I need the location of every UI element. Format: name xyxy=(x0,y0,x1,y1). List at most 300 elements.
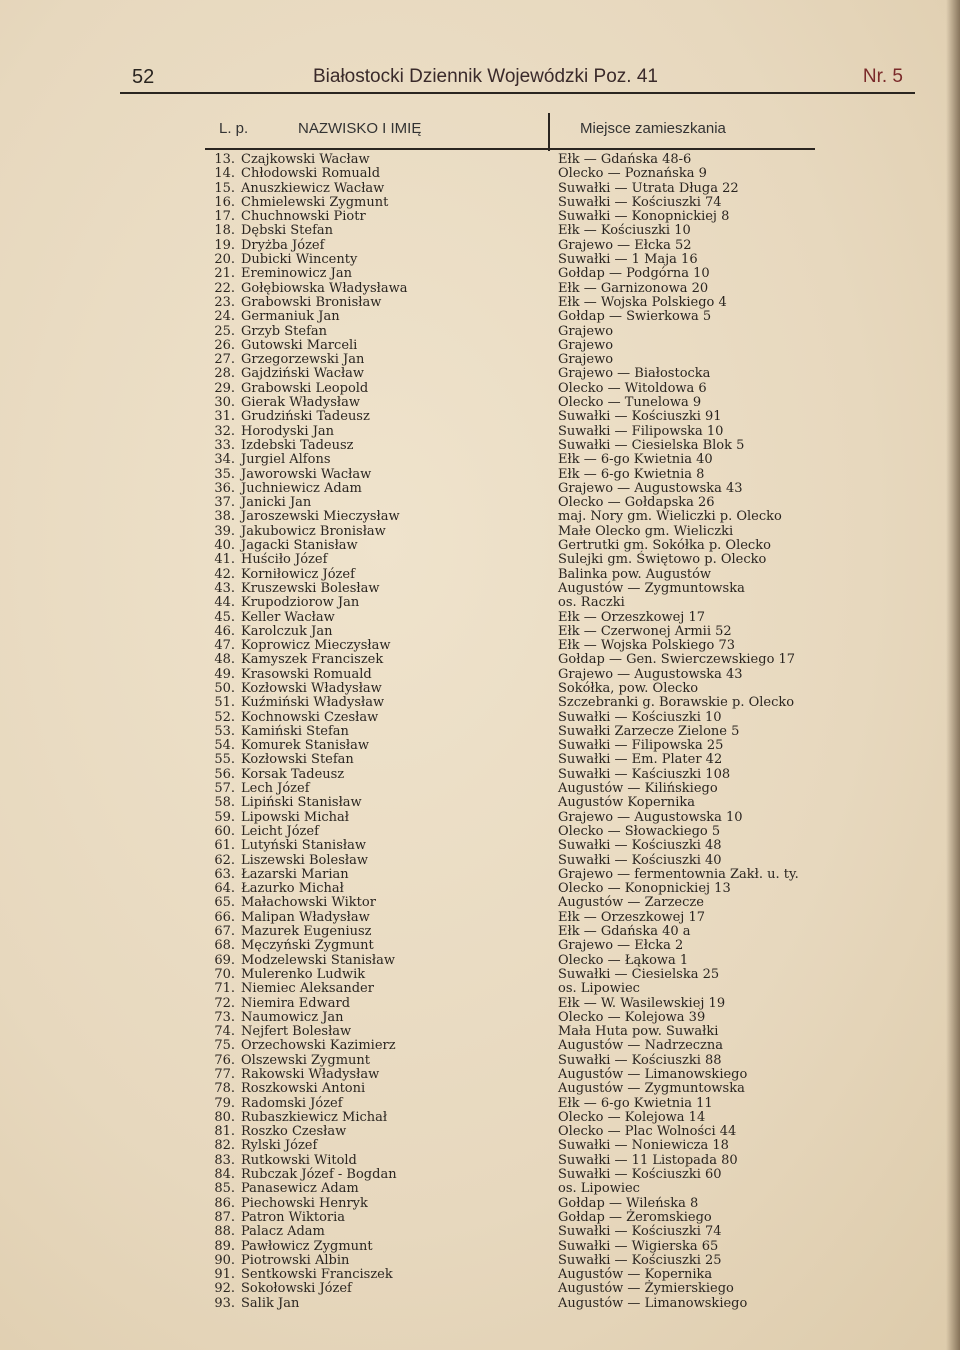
place-row: Ełk — Wojska Polskiego 73 xyxy=(558,638,736,654)
person-name: Rubaszkiewicz Michał xyxy=(241,1109,388,1125)
name-row xyxy=(198,868,498,882)
name-row xyxy=(198,939,498,953)
place-row: Gołdap — Żeromskiego xyxy=(558,1209,712,1225)
person-name: Krasowski Romuald xyxy=(241,666,372,682)
name-row xyxy=(198,1211,498,1225)
person-name: Kochnowski Czesław xyxy=(241,709,379,725)
row-number: 56. xyxy=(214,766,235,782)
name-row xyxy=(198,282,498,296)
place-row: Ełk — Kościuszki 10 xyxy=(558,223,691,239)
place-row: Grajewo — Augustowska 10 xyxy=(558,809,743,825)
name-row xyxy=(198,668,498,682)
place-row: Grajewo — Białostocka xyxy=(558,366,711,382)
row-number: 66. xyxy=(214,909,235,925)
row-number: 65. xyxy=(214,895,235,911)
column-header-lp: L. p. xyxy=(219,120,249,137)
place-row: Augustów — Kopernika xyxy=(558,1267,713,1283)
place-row: Olecko — Tunelowa 9 xyxy=(558,395,702,411)
place-row: Olecko — Łąkowa 1 xyxy=(558,952,689,968)
person-name: Jaroszewski Mieczysław xyxy=(241,509,400,525)
place-row: Ełk — Wojska Polskiego 4 xyxy=(558,294,727,310)
name-row xyxy=(198,711,498,725)
row-number: 90. xyxy=(214,1252,235,1268)
place-row: Suwałki — Kościuszki 88 xyxy=(558,1052,722,1068)
place-row: Olecko — Witoldowa 6 xyxy=(558,380,707,396)
person-name: Rakowski Władysław xyxy=(241,1067,380,1082)
person-name: Sokołowski Józef xyxy=(241,1281,352,1297)
place-row: Augustów — Żymierskiego xyxy=(558,1281,734,1297)
person-name: Gierak Władysław xyxy=(241,395,360,411)
name-row xyxy=(198,167,498,181)
place-row: Suwałki — Kościuszki 48 xyxy=(558,838,722,854)
row-number: 83. xyxy=(214,1152,235,1168)
person-name: Rylski Józef xyxy=(241,1138,318,1154)
place-row: Ełk — Garnizonowa 20 xyxy=(558,280,709,296)
name-row xyxy=(198,339,498,353)
row-number: 58. xyxy=(214,795,235,811)
person-name: Malipan Władysław xyxy=(241,909,370,925)
column-header-place: Miejsce zamieszkania xyxy=(580,120,726,137)
name-row xyxy=(198,267,498,281)
name-row xyxy=(198,696,498,710)
person-name: Modzelewski Stanisław xyxy=(241,952,395,968)
person-name: Chuchnowski Piotr xyxy=(241,209,366,225)
row-number: 30. xyxy=(214,395,235,411)
person-name: Jurgiel Alfons xyxy=(241,452,331,468)
name-row xyxy=(198,239,498,253)
name-row xyxy=(198,582,498,596)
row-number: 36. xyxy=(214,480,235,496)
person-name: Piechowski Henryk xyxy=(241,1195,368,1211)
person-name: Naumowicz Jan xyxy=(241,1009,344,1025)
name-row xyxy=(198,310,498,324)
place-row: os. Lipowiec xyxy=(558,981,640,997)
row-number: 47. xyxy=(214,638,235,654)
place-row: Suwałki — Noniewicza 18 xyxy=(558,1138,729,1154)
person-name: Salik Jan xyxy=(241,1295,300,1311)
name-row xyxy=(198,410,498,424)
name-row xyxy=(198,982,498,996)
person-name: Łazurko Michał xyxy=(241,881,344,897)
row-number: 91. xyxy=(214,1267,235,1283)
name-row xyxy=(198,439,498,453)
row-number: 84. xyxy=(214,1167,235,1183)
name-row xyxy=(198,854,498,868)
name-row xyxy=(198,296,498,310)
name-row xyxy=(198,1082,498,1096)
place-row: Ełk — Gdańska 40 a xyxy=(558,924,691,940)
person-name: Komurek Stanisław xyxy=(241,738,369,754)
person-name: Kamyszek Franciszek xyxy=(241,652,384,668)
row-number: 54. xyxy=(214,738,235,754)
row-number: 37. xyxy=(214,495,235,511)
row-number: 38. xyxy=(214,509,235,525)
person-name: Niemira Edward xyxy=(241,995,351,1011)
place-row: Grajewo xyxy=(558,323,614,339)
row-number: 27. xyxy=(214,352,235,368)
place-row: Augustów — Kilińskiego xyxy=(558,781,718,797)
person-name: Roszko Czesław xyxy=(241,1124,347,1140)
place-row: Suwałki — Kościuszki 25 xyxy=(558,1252,722,1268)
person-name: Dubicki Wincenty xyxy=(241,252,358,268)
place-row: Suwałki — Utrata Długa 22 xyxy=(558,180,739,196)
place-row: Gertrutki gm. Sokółka p. Olecko xyxy=(558,538,771,554)
person-name: Grudziński Tadeusz xyxy=(241,409,370,425)
name-row xyxy=(198,596,498,610)
person-name: Germaniuk Jan xyxy=(241,309,340,325)
person-name: Huściło Józef xyxy=(241,552,328,568)
name-row xyxy=(198,1111,498,1125)
row-number: 19. xyxy=(214,237,235,253)
person-name: Grabowski Leopold xyxy=(241,380,369,396)
row-number: 21. xyxy=(214,266,235,282)
place-row: Mała Huta pow. Suwałki xyxy=(558,1024,719,1040)
name-row xyxy=(198,739,498,753)
person-name: Gołębiowska Władysława xyxy=(241,280,408,296)
page-edge-shadow xyxy=(946,0,960,1350)
name-row xyxy=(198,682,498,696)
name-row xyxy=(198,911,498,925)
name-row xyxy=(198,825,498,839)
place-row: Małe Olecko gm. Wieliczki xyxy=(558,523,734,539)
place-row: Suwałki — Konopnickiej 8 xyxy=(558,209,730,225)
person-name: Krupodziorow Jan xyxy=(241,595,360,611)
place-row: Olecko — Konopnickiej 13 xyxy=(558,881,731,897)
place-row: Sokółka, pow. Olecko xyxy=(558,680,699,696)
place-row: Suwałki — Kościuszki 91 xyxy=(558,409,722,425)
person-name: Rubczak Józef - Bogdan xyxy=(241,1167,397,1183)
page-header xyxy=(120,62,915,94)
place-row: Ełk — W. Wasilewskiej 19 xyxy=(558,995,726,1011)
place-row: Grajewo xyxy=(558,337,614,353)
row-number: 48. xyxy=(214,652,235,668)
name-row xyxy=(198,253,498,267)
person-name: Juchniewicz Adam xyxy=(241,480,362,496)
name-row xyxy=(198,925,498,939)
place-row: maj. Nory gm. Wieliczki p. Olecko xyxy=(558,509,782,525)
row-number: 25. xyxy=(214,323,235,339)
place-row: Augustów — Zygmuntowska xyxy=(558,1081,745,1097)
row-number: 16. xyxy=(214,194,235,210)
row-number: 41. xyxy=(214,552,235,568)
row-number: 43. xyxy=(214,580,235,596)
person-name: Koprowicz Mieczysław xyxy=(241,638,391,654)
name-row xyxy=(198,1240,498,1254)
row-number: 87. xyxy=(214,1209,235,1225)
person-name: Palacz Adam xyxy=(241,1224,325,1240)
place-row: Augustów — Nadrzeczna xyxy=(558,1038,724,1054)
name-row xyxy=(198,1068,498,1082)
places-list xyxy=(558,153,858,1311)
column-header-name: NAZWISKO I IMIĘ xyxy=(298,120,422,137)
person-name: Kuźmiński Władysław xyxy=(241,695,385,711)
row-number: 13. xyxy=(214,152,235,167)
names-list xyxy=(198,153,498,1311)
row-number: 86. xyxy=(214,1195,235,1211)
name-row xyxy=(198,153,498,167)
name-row xyxy=(198,510,498,524)
name-row xyxy=(198,1297,498,1311)
row-number: 14. xyxy=(214,166,235,182)
row-number: 49. xyxy=(214,666,235,682)
name-row xyxy=(198,997,498,1011)
person-name: Karolczuk Jan xyxy=(241,623,333,639)
place-row: Ełk — 6-go Kwietnia 8 xyxy=(558,466,705,482)
row-number: 88. xyxy=(214,1224,235,1240)
person-name: Radomski Józef xyxy=(241,1095,343,1111)
place-row: Suwałki — 11 Listopada 80 xyxy=(558,1152,738,1168)
place-row: Balinka pow. Augustów xyxy=(558,566,712,582)
place-row: Olecko — Gołdapska 26 xyxy=(558,495,715,511)
row-number: 55. xyxy=(214,752,235,768)
row-number: 92. xyxy=(214,1281,235,1297)
row-number: 29. xyxy=(214,380,235,396)
person-name: Grabowski Bronisław xyxy=(241,294,382,310)
row-number: 18. xyxy=(214,223,235,239)
person-name: Dryżba Józef xyxy=(241,237,325,253)
row-number: 85. xyxy=(214,1181,235,1197)
row-number: 31. xyxy=(214,409,235,425)
name-row xyxy=(198,968,498,982)
row-number: 15. xyxy=(214,180,235,196)
person-name: Kruszewski Bolesław xyxy=(241,580,380,596)
place-row: Augustów Kopernika xyxy=(558,795,696,811)
place-row: Ełk — Orzeszkowej 17 xyxy=(558,609,706,625)
issue-number: Nr. 5 xyxy=(862,66,903,87)
person-name: Lutyński Stanisław xyxy=(241,838,366,854)
row-number: 64. xyxy=(214,881,235,897)
place-row: Suwałki — Kościuszki 40 xyxy=(558,852,722,868)
place-row: Olecko — Kolejowa 39 xyxy=(558,1009,706,1025)
person-name: Piotrowski Albin xyxy=(241,1252,350,1268)
person-name: Mulerenko Ludwik xyxy=(241,966,366,982)
person-name: Jagacki Stanisław xyxy=(241,538,358,554)
place-row: os. Raczki xyxy=(558,595,625,611)
row-number: 82. xyxy=(214,1138,235,1154)
row-number: 76. xyxy=(214,1052,235,1068)
row-number: 44. xyxy=(214,595,235,611)
row-number: 33. xyxy=(214,437,235,453)
row-number: 67. xyxy=(214,924,235,940)
name-row xyxy=(198,1125,498,1139)
person-name: Lipowski Michał xyxy=(241,809,349,825)
name-row xyxy=(198,468,498,482)
row-number: 45. xyxy=(214,609,235,625)
person-name: Małachowski Wiktor xyxy=(241,895,376,911)
person-name: Liszewski Bolesław xyxy=(241,852,368,868)
place-row: Grajewo — Augustowska 43 xyxy=(558,480,743,496)
place-row: Suwałki Zarzecze Zielone 5 xyxy=(558,723,740,739)
name-row xyxy=(198,1225,498,1239)
name-row xyxy=(198,811,498,825)
person-name: Kamiński Stefan xyxy=(241,723,349,739)
person-name: Roszkowski Antoni xyxy=(241,1081,366,1097)
row-number: 23. xyxy=(214,294,235,310)
name-row xyxy=(198,611,498,625)
name-row xyxy=(198,1139,498,1153)
place-row: Suwałki — Wigierska 65 xyxy=(558,1238,719,1254)
row-number: 26. xyxy=(214,337,235,353)
header-rule xyxy=(205,148,815,150)
person-name: Leicht Józef xyxy=(241,823,319,839)
person-name: Kozłowski Stefan xyxy=(241,752,354,768)
name-row xyxy=(198,1168,498,1182)
place-row: Olecko — Plac Wolności 44 xyxy=(558,1124,737,1140)
place-row: Suwałki — 1 Maja 16 xyxy=(558,252,698,268)
row-number: 75. xyxy=(214,1038,235,1054)
row-number: 17. xyxy=(214,209,235,225)
person-name: Grzyb Stefan xyxy=(241,323,328,339)
place-row: os. Lipowiec xyxy=(558,1181,640,1197)
place-row: Grajewo — fermentownia Zakł. u. ty. xyxy=(558,866,799,882)
person-name: Patron Wiktoria xyxy=(241,1209,346,1225)
person-name: Nejfert Bolesław xyxy=(241,1024,352,1040)
name-row xyxy=(198,796,498,810)
name-row xyxy=(198,1182,498,1196)
row-number: 77. xyxy=(214,1067,235,1082)
row-number: 28. xyxy=(214,366,235,382)
name-row xyxy=(198,1025,498,1039)
person-name: Kozłowski Władysław xyxy=(241,680,382,696)
person-name: Mazurek Eugeniusz xyxy=(241,924,372,940)
person-name: Izdebski Tadeusz xyxy=(241,437,354,453)
place-row: Suwałki — Ciesielska 25 xyxy=(558,966,720,982)
place-row: Gołdap — Wileńska 8 xyxy=(558,1195,699,1211)
name-row xyxy=(198,1039,498,1053)
journal-title: Białostocki Dziennik Wojewódzki Poz. 41 xyxy=(313,66,658,87)
place-row: Grajewo xyxy=(558,352,614,368)
row-number: 61. xyxy=(214,838,235,854)
person-name: Niemiec Aleksander xyxy=(241,981,374,997)
name-row xyxy=(198,896,498,910)
person-name: Janicki Jan xyxy=(241,495,312,511)
place-row: Gołdap — Swierkowa 5 xyxy=(558,309,712,325)
place-row: Szczebranki g. Borawskie p. Olecko xyxy=(558,695,795,711)
place-row: Grajewo — Augustowska 43 xyxy=(558,666,743,682)
person-name: Korsak Tadeusz xyxy=(241,766,345,782)
name-row xyxy=(198,224,498,238)
name-row xyxy=(198,1154,498,1168)
row-number: 79. xyxy=(214,1095,235,1111)
row-number: 50. xyxy=(214,680,235,696)
place-row: Suwałki — Kościuszki 74 xyxy=(558,194,722,210)
row-number: 74. xyxy=(214,1024,235,1040)
name-row xyxy=(198,210,498,224)
row-number: 52. xyxy=(214,709,235,725)
place-row: Grajewo — Ełcka 52 xyxy=(558,237,692,253)
name-row xyxy=(198,839,498,853)
place-row: Grajewo — Ełcka 2 xyxy=(558,938,684,954)
place-row: Ełk — Orzeszkowej 17 xyxy=(558,909,706,925)
person-name: Horodyski Jan xyxy=(241,423,335,439)
row-number: 53. xyxy=(214,723,235,739)
row-number: 22. xyxy=(214,280,235,296)
row-number: 78. xyxy=(214,1081,235,1097)
column-divider xyxy=(548,113,550,151)
name-row xyxy=(198,425,498,439)
name-row xyxy=(198,196,498,210)
name-row xyxy=(198,782,498,796)
row-number: 24. xyxy=(214,309,235,325)
person-name: Jaworowski Wacław xyxy=(241,466,372,482)
place-row: Suwałki — Em. Plater 42 xyxy=(558,752,723,768)
name-row xyxy=(198,325,498,339)
page-number: 52 xyxy=(132,66,155,88)
name-row xyxy=(198,1282,498,1296)
name-row xyxy=(198,882,498,896)
person-name: Pawłowicz Zygmunt xyxy=(241,1238,373,1254)
person-name: Chmielewski Zygmunt xyxy=(241,194,389,210)
place-row: Olecko — Słowackiego 5 xyxy=(558,823,721,839)
place-row: Suwałki — Kościuszki 60 xyxy=(558,1167,722,1183)
name-row xyxy=(198,367,498,381)
person-name: Lech Józef xyxy=(241,781,310,797)
place-row: Augustów — Zarzecze xyxy=(558,895,704,911)
name-row xyxy=(198,539,498,553)
name-row xyxy=(198,568,498,582)
row-number: 71. xyxy=(214,981,235,997)
name-row xyxy=(198,453,498,467)
name-row xyxy=(198,954,498,968)
row-number: 62. xyxy=(214,852,235,868)
row-number: 40. xyxy=(214,538,235,554)
row-number: 51. xyxy=(214,695,235,711)
person-name: Gutowski Marceli xyxy=(241,337,358,353)
person-name: Dębski Stefan xyxy=(241,223,334,239)
person-name: Lipiński Stanisław xyxy=(241,795,362,811)
person-name: Korniłowicz Józef xyxy=(241,566,355,582)
name-row xyxy=(198,653,498,667)
place-row: Olecko — Kolejowa 14 xyxy=(558,1109,706,1125)
row-number: 59. xyxy=(214,809,235,825)
row-number: 60. xyxy=(214,823,235,839)
place-row: Gołdap — Podgórna 10 xyxy=(558,266,710,282)
name-row xyxy=(198,1097,498,1111)
row-number: 89. xyxy=(214,1238,235,1254)
person-name: Grzegorzewski Jan xyxy=(241,352,365,368)
row-number: 68. xyxy=(214,938,235,954)
person-name: Olszewski Zygmunt xyxy=(241,1052,370,1068)
person-name: Sentkowski Franciszek xyxy=(241,1267,393,1283)
row-number: 93. xyxy=(214,1295,235,1311)
name-row xyxy=(198,639,498,653)
name-row xyxy=(198,353,498,367)
name-row xyxy=(198,625,498,639)
person-name: Anuszkiewicz Wacław xyxy=(241,180,385,196)
place-row: Gołdap — Gen. Swierczewskiego 17 xyxy=(558,652,796,668)
name-row xyxy=(198,725,498,739)
row-number: 70. xyxy=(214,966,235,982)
row-number: 81. xyxy=(214,1124,235,1140)
row-number: 32. xyxy=(214,423,235,439)
place-row: Augustów — Limanowskiego xyxy=(558,1295,748,1311)
name-row xyxy=(198,1254,498,1268)
row-number: 69. xyxy=(214,952,235,968)
name-row xyxy=(198,396,498,410)
person-name: Łazarski Marian xyxy=(241,866,349,882)
row-number: 80. xyxy=(214,1109,235,1125)
place-row: Augustów — Limanowskiego xyxy=(558,1067,748,1082)
name-row xyxy=(198,1011,498,1025)
name-row xyxy=(198,382,498,396)
row-number: 63. xyxy=(214,866,235,882)
place-row: Sulejki gm. Świętowo p. Olecko xyxy=(558,552,767,568)
row-number: 57. xyxy=(214,781,235,797)
place-row: Suwałki — Kościuszki 74 xyxy=(558,1224,722,1240)
name-row xyxy=(198,553,498,567)
row-number: 34. xyxy=(214,452,235,468)
name-row xyxy=(198,525,498,539)
